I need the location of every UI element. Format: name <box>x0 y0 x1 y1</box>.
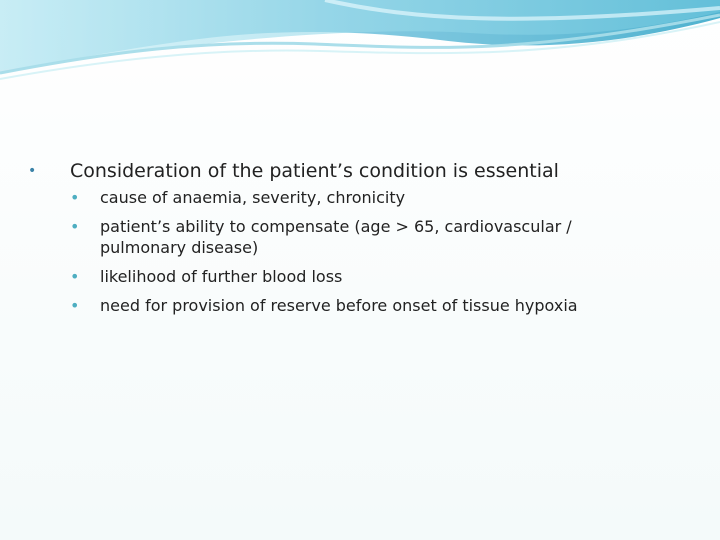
main-bullet-text: Consideration of the patient’s condition is essential <box>70 160 559 182</box>
slide-content <box>28 158 688 324</box>
sub-bullet-item-compensation <box>70 216 688 258</box>
sub-bullet-text: patient’s ability to compensate (age > 65, cardiovascular / pulmonary disease) <box>100 217 572 257</box>
sub-bullet-icon: • <box>70 217 80 236</box>
sub-bullet-icon: • <box>70 188 80 207</box>
sub-bullet-list <box>70 187 688 316</box>
sub-bullet-item-anaemia <box>70 187 688 208</box>
sub-bullet-text: likelihood of further blood loss <box>100 267 343 286</box>
sub-bullet-item-blood-loss <box>70 266 688 287</box>
sub-bullet-text: need for provision of reserve before onset of tissue hypoxia <box>100 296 578 315</box>
sub-bullet-item-reserve <box>70 295 688 316</box>
header-wave-decoration <box>0 0 720 95</box>
sub-bullet-icon: • <box>70 296 80 315</box>
main-bullet-icon: • <box>28 163 37 179</box>
main-bullet-item <box>28 158 688 184</box>
sub-bullet-icon: • <box>70 267 80 286</box>
sub-bullet-text: cause of anaemia, severity, chronicity <box>100 188 406 207</box>
